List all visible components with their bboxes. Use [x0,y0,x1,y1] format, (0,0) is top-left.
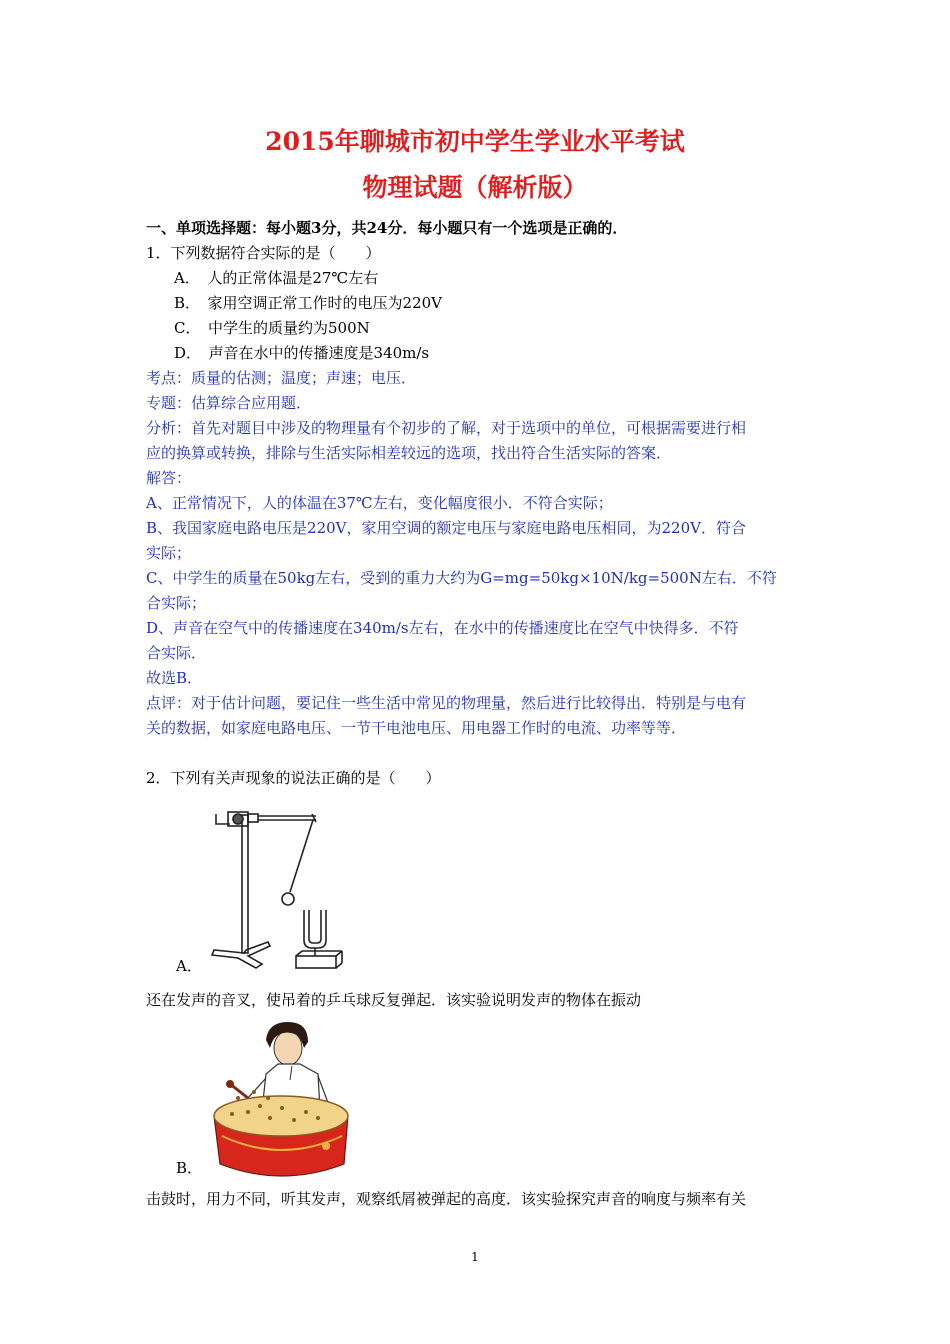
q1-fenxi-line1: 分析：首先对题目中涉及的物理量有个初步的了解，对于选项中的单位，可根据需要进行相 [146,419,747,437]
q1-jieda-line: D、声音在空气中的传播速度在340m/s左右，在水中的传播速度比在空气中快得多．不符 [146,619,739,637]
q2-option-b-label: B． [176,1159,203,1177]
q1-jieda-line: A、正常情况下，人的体温在37℃左右，变化幅度很小．不符合实际； [146,494,613,512]
q1-jieda-line: 实际； [146,544,192,562]
q1-fenxi-line2: 应的换算或转换，排除与生活实际相差较远的选项，找出符合生活实际的答案． [146,444,672,462]
q1-answer: 故选B． [146,669,203,687]
drum-player-figure [208,1018,358,1182]
q2-option-a-label: A． [176,957,202,975]
q1-jieda-line: C、中学生的质量在50kg左右，受到的重力大约为G=mg=50kg×10N/kg=500N左右．不符 [146,569,777,587]
tuning-fork-pendulum-figure [208,800,348,976]
q1-jieda-line: 合实际． [146,644,207,662]
q1-dianping-line1: 点评：对于估计问题，要记住一些生活中常见的物理量，然后进行比较得出．特别是与电有 [146,694,747,712]
q1-option-c: C． 中学生的质量约为500N [174,319,370,337]
q1-zhuanti: 专题：估算综合应用题． [146,394,312,412]
page-number: 1 [471,1250,479,1264]
q1-option-a: A． 人的正常体温是27℃左右 [174,269,379,287]
page-subtitle: 物理试题（解析版） [362,173,588,202]
q1-jieda-line: B、我国家庭电路电压是220V，家用空调的额定电压与家庭电路电压相同，为220V．符合 [146,519,746,537]
question-1-stem: 1．下列数据符合实际的是（ ） [146,244,381,262]
q1-option-d: D． 声音在水中的传播速度是340m/s [174,344,430,362]
q2-option-b-text: 击鼓时，用力不同，听其发声，观察纸屑被弹起的高度．该实验探究声音的响度与频率有关 [146,1190,747,1208]
drum-player-icon [208,1018,358,1178]
q2-option-a-text: 还在发声的音叉，使吊着的乒乓球反复弹起．该实验说明发声的物体在振动 [146,991,642,1009]
q1-jieda-line: 合实际； [146,594,207,612]
section-heading: 一、单项选择题：每小题3分，共24分．每小题只有一个选项是正确的． [146,219,628,237]
q1-kaodian: 考点：质量的估测；温度；声速；电压． [146,369,417,387]
q1-dianping-line2: 关的数据，如家庭电路电压、一节干电池电压、用电器工作时的电流、功率等等． [146,719,687,737]
tuning-fork-pendulum-icon [208,800,348,972]
q1-option-b: B． 家用空调正常工作时的电压为220V [174,294,442,312]
q1-jieda-label: 解答： [146,469,192,487]
page-title: 2015年聊城市初中学生学业水平考试 [265,127,685,156]
question-2-stem: 2．下列有关声现象的说法正确的是（ ） [146,769,441,787]
